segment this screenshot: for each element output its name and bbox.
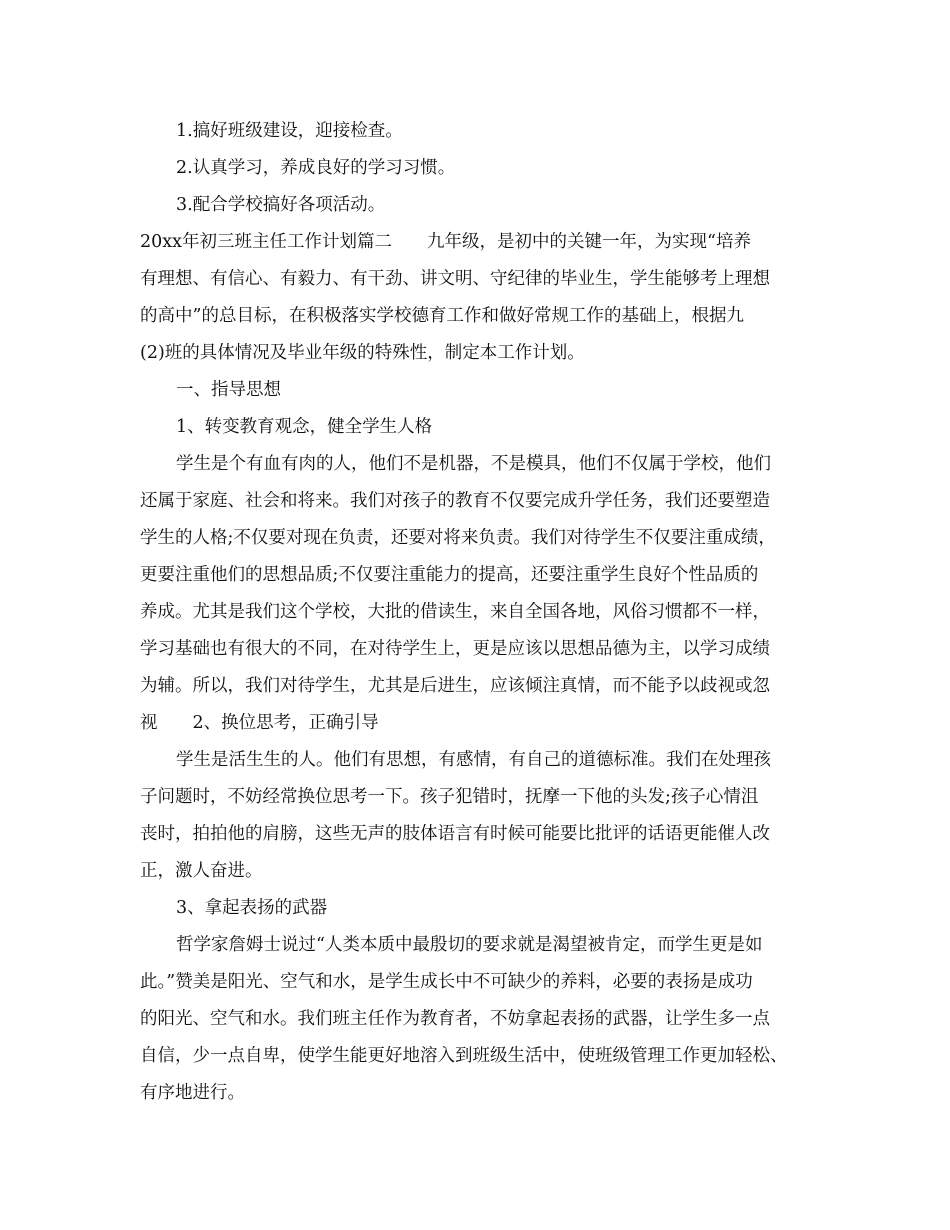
paragraph-line: 视 2、换位思考，正确引导 (140, 713, 379, 733)
subheading-3: 3、拿起表扬的武器 (176, 898, 328, 918)
paragraph-line: 自信，少一点自卑，使学生能更好地溶入到班级生活中，使班级管理工作更加轻松、 (140, 1046, 788, 1066)
paragraph-line: 哲学家詹姆士说过“人类本质中最殷切的要求就是渴望被肯定，而学生更是如 (176, 935, 763, 955)
paragraph-line: 丧时，拍拍他的肩膀，这些无声的肢体语言有时候可能要比批评的话语更能催人改 (140, 824, 770, 844)
paragraph-line: 学生是个有血有肉的人，他们不是机器，不是模具，他们不仅属于学校，他们 (176, 454, 771, 474)
paragraph-line: 的高中”的总目标，在积极落实学校德育工作和做好常规工作的基础上，根据九 (140, 306, 744, 326)
list-item-3: 3.配合学校搞好各项活动。 (176, 195, 386, 215)
paragraph-line: 此。”赞美是阳光、空气和水，是学生成长中不可缺少的养料，必要的表扬是成功 (140, 972, 753, 992)
subheading-1: 1、转变教育观念，健全学生人格 (176, 417, 433, 437)
paragraph-line: 的阳光、空气和水。我们班主任作为教育者，不妨拿起表扬的武器，让学生多一点 (140, 1009, 770, 1029)
paragraph-line: 有序地进行。 (140, 1083, 245, 1103)
paragraph-line: 更要注重他们的思想品质;不仅要注重能力的提高，还要注重学生良好个性品质的 (140, 565, 759, 585)
paragraph-line: 子问题时，不妨经常换位思考一下。孩子犯错时，抚摩一下他的头发;孩子心情沮 (140, 787, 759, 807)
paragraph-line: 养成。尤其是我们这个学校，大批的借读生，来自全国各地，风俗习惯都不一样， (140, 602, 770, 622)
paragraph-line: (2)班的具体情况及毕业年级的特殊性，制定本工作计划。 (140, 343, 585, 363)
paragraph-line: 学习基础也有很大的不同，在对待学生上，更是应该以思想品德为主，以学习成绩 (140, 639, 770, 659)
paragraph-line: 有理想、有信心、有毅力、有干劲、讲文明、守纪律的毕业生，学生能够考上理想 (140, 269, 770, 289)
paragraph-line: 正，激人奋进。 (140, 861, 263, 881)
heading-guiding-thought: 一、指导思想 (176, 380, 281, 400)
list-item-1: 1.搞好班级建设，迎接检查。 (176, 121, 403, 141)
paragraph-line: 为辅。所以，我们对待学生，尤其是后进生，应该倾注真情，而不能予以歧视或忽 (140, 676, 770, 696)
paragraph-line: 还属于家庭、社会和将来。我们对孩子的教育不仅要完成升学任务，我们还要塑造 (140, 491, 770, 511)
paragraph-line: 学生是活生生的人。他们有思想，有感情，有自己的道德标准。我们在处理孩 (176, 750, 771, 770)
section-title-line: 20xx年初三班主任工作计划篇二 九年级，是初中的关键一年，为实现“培养 (140, 232, 751, 252)
paragraph-line: 学生的人格;不仅要对现在负责，还要对将来负责。我们对待学生不仅要注重成绩， (140, 528, 776, 548)
list-item-2: 2.认真学习，养成良好的学习习惯。 (176, 158, 456, 178)
